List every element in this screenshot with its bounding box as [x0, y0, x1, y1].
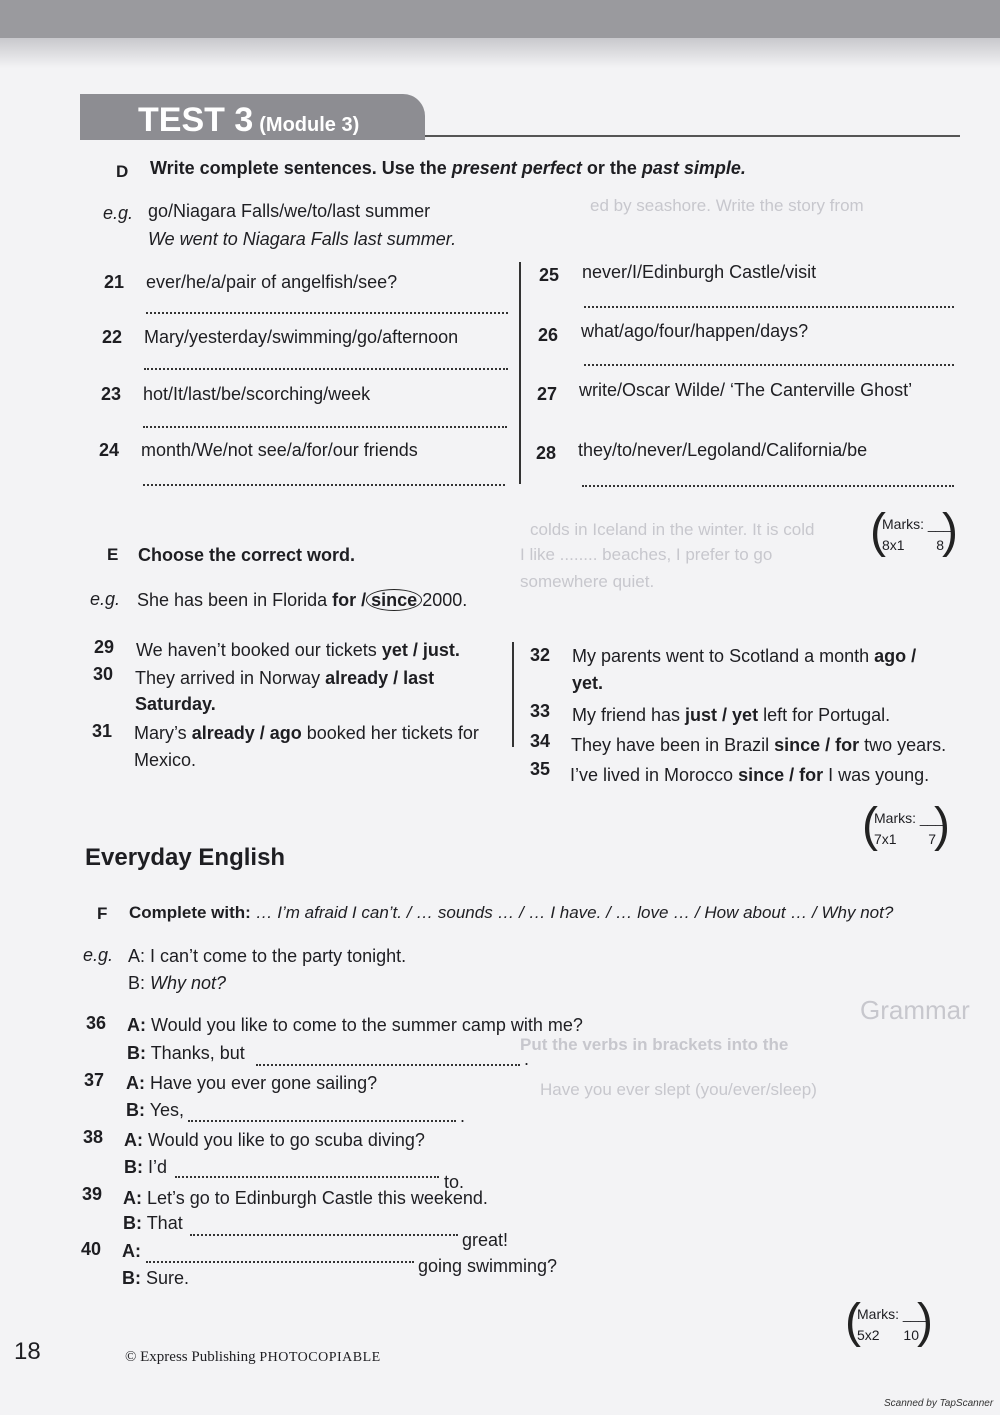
dialogue-b: B: Sure. — [122, 1268, 190, 1288]
item-prompt: they/to/never/Legoland/California/be — [578, 440, 868, 460]
scan-background-top — [0, 0, 1000, 40]
dialogue-b: B: That — [123, 1213, 183, 1233]
item-number: 37 — [84, 1070, 105, 1090]
example-prompt: go/Niagara Falls/we/to/last summer — [148, 201, 431, 221]
item-number: 25 — [539, 265, 560, 285]
choice-sentence[interactable]: My friend has just / yet left for Portugal. — [572, 705, 891, 725]
example-label: e.g. — [103, 203, 134, 223]
answer-line[interactable] — [256, 1064, 520, 1066]
scanner-watermark: Scanned by TapScanner — [884, 1398, 994, 1409]
answer-line[interactable] — [175, 1176, 439, 1178]
test-title: TEST 3 (Module 3) — [138, 101, 360, 139]
bleed-through: I like ........ beaches, I prefer to go — [520, 545, 773, 564]
answer-line[interactable] — [188, 1120, 456, 1122]
marks-calc: 5x2 — [857, 1327, 880, 1343]
answer-line[interactable] — [582, 485, 954, 487]
section-f-letter: F — [97, 904, 108, 923]
example-line-a: A: I can’t come to the party tonight. — [128, 946, 407, 966]
item-number: 32 — [530, 645, 551, 665]
line-end: . — [524, 1049, 530, 1069]
choice-sentence[interactable]: They have been in Brazil since / for two years. — [571, 735, 947, 755]
line-end: great! — [462, 1230, 509, 1250]
item-prompt: write/Oscar Wilde/ ‘The Canterville Ghost’ — [579, 380, 913, 400]
dialogue-a: A: Let’s go to Edinburgh Castle this weekend. — [123, 1188, 488, 1208]
item-prompt: ever/he/a/pair of angelfish/see? — [146, 272, 398, 292]
header-rule — [425, 135, 960, 137]
answer-line[interactable] — [584, 364, 954, 366]
bleed-through: Grammar — [860, 995, 970, 1025]
choice-sentence[interactable]: Mary’s already / ago booked her tickets for — [134, 723, 479, 743]
answer-line[interactable] — [143, 484, 505, 486]
copyright: © Express Publishing PHOTOCOPIABLE — [125, 1349, 381, 1365]
example-label: e.g. — [83, 945, 114, 965]
answer-line[interactable] — [584, 306, 954, 308]
answer-line[interactable] — [146, 1261, 414, 1263]
marks-box: ( ) Marks: ___ 7x1 7 — [862, 799, 950, 852]
marks-box: ( ) Marks: ___ 8x1 8 — [870, 505, 958, 558]
item-prompt: never/I/Edinburgh Castle/visit — [582, 262, 817, 282]
item-number: 31 — [92, 721, 113, 741]
item-number: 28 — [536, 443, 557, 463]
item-prompt: Mary/yesterday/swimming/go/afternoon — [144, 327, 459, 347]
item-number: 35 — [530, 759, 551, 779]
item-number: 36 — [86, 1013, 107, 1033]
marks-total: 7 — [928, 831, 936, 847]
example-sentence: She has been in Florida for / since 2000. — [137, 590, 468, 610]
dialogue-b: B: Yes, — [126, 1100, 185, 1120]
choice-sentence-cont: Mexico. — [134, 750, 197, 770]
section-heading: Everyday English — [85, 844, 286, 871]
example-label: e.g. — [90, 589, 121, 609]
section-f-instruction: Complete with: … I’m afraid I can’t. / … sounds … / … I have. / … love … / How about … / Why not? — [129, 903, 894, 922]
item-number: 29 — [94, 637, 115, 657]
column-divider — [519, 262, 521, 484]
bleed-through: ed by seashore. Write the story from — [590, 196, 864, 215]
page-shadow — [0, 38, 1000, 68]
answer-line[interactable] — [144, 368, 508, 370]
circled-answer: since — [366, 589, 422, 611]
item-prompt: what/ago/four/happen/days? — [581, 321, 809, 341]
marks-total: 10 — [903, 1327, 919, 1343]
marks-calc: 7x1 — [874, 831, 897, 847]
example-line-b: B: Why not? — [128, 973, 227, 993]
marks-label: Marks: ___ — [874, 810, 944, 826]
section-e-letter: E — [107, 545, 119, 564]
column-divider — [512, 642, 514, 747]
dialogue-b: B: Thanks, but — [127, 1043, 245, 1063]
item-prompt: month/We/not see/a/for/our friends — [141, 440, 418, 460]
line-end: to. — [444, 1172, 465, 1192]
item-number: 24 — [99, 440, 120, 460]
answer-line[interactable] — [146, 312, 508, 314]
page-number: 18 — [14, 1338, 41, 1365]
item-number: 30 — [93, 664, 114, 684]
bleed-through: Have you ever slept (you/ever/sleep) — [540, 1080, 817, 1099]
item-number: 40 — [81, 1239, 102, 1259]
dialogue-a: A: Have you ever gone sailing? — [126, 1073, 378, 1093]
item-number: 23 — [101, 384, 122, 404]
item-number: 22 — [102, 327, 123, 347]
section-d-instruction: Write complete sentences. Use the present perfect or the past simple. — [150, 158, 746, 178]
choice-sentence[interactable]: We haven’t booked our tickets yet / just. — [136, 640, 460, 660]
bleed-through: somewhere quiet. — [520, 572, 655, 591]
bleed-through: Put the verbs in brackets into the — [520, 1035, 789, 1054]
item-prompt: hot/It/last/be/scorching/week — [143, 384, 371, 404]
item-number: 38 — [83, 1127, 104, 1147]
line-end: . — [460, 1106, 466, 1126]
photocopiable-label: PHOTOCOPIABLE — [259, 1350, 381, 1365]
choice-sentence[interactable]: My parents went to Scotland a month ago / — [572, 646, 917, 666]
marks-box: ( ) Marks: ___ 5x2 10 — [845, 1295, 933, 1348]
example-answer: We went to Niagara Falls last summer. — [148, 229, 457, 249]
dialogue-a: A: Would you like to go scuba diving? — [124, 1130, 425, 1150]
line-end: going swimming? — [418, 1256, 558, 1276]
answer-line[interactable] — [190, 1234, 458, 1236]
choice-sentence-cont: yet. — [572, 673, 604, 693]
answer-line[interactable] — [143, 426, 507, 428]
item-number: 27 — [537, 384, 558, 404]
item-number: 39 — [82, 1184, 103, 1204]
dialogue-a: A: — [122, 1241, 141, 1261]
item-number: 33 — [530, 701, 551, 721]
dialogue-b: B: I’d — [124, 1157, 168, 1177]
choice-sentence[interactable]: They arrived in Norway already / last — [135, 668, 435, 688]
section-e-instruction: Choose the correct word. — [138, 545, 356, 565]
choice-sentence[interactable]: I’ve lived in Morocco since / for I was young. — [570, 765, 930, 785]
bleed-through: colds in Iceland in the winter. It is cold — [530, 520, 815, 539]
item-number: 26 — [538, 325, 559, 345]
section-d-letter: D — [116, 162, 129, 181]
item-number: 21 — [104, 272, 125, 292]
item-number: 34 — [530, 731, 551, 751]
marks-label: Marks: ___ — [857, 1306, 927, 1322]
choice-sentence-cont: Saturday. — [135, 694, 216, 714]
marks-total: 8 — [936, 537, 944, 553]
marks-label: Marks: ___ — [882, 516, 952, 532]
dialogue-a: A: Would you like to come to the summer camp with me? — [127, 1015, 583, 1035]
module-label: (Module 3) — [259, 114, 360, 136]
marks-calc: 8x1 — [882, 537, 905, 553]
